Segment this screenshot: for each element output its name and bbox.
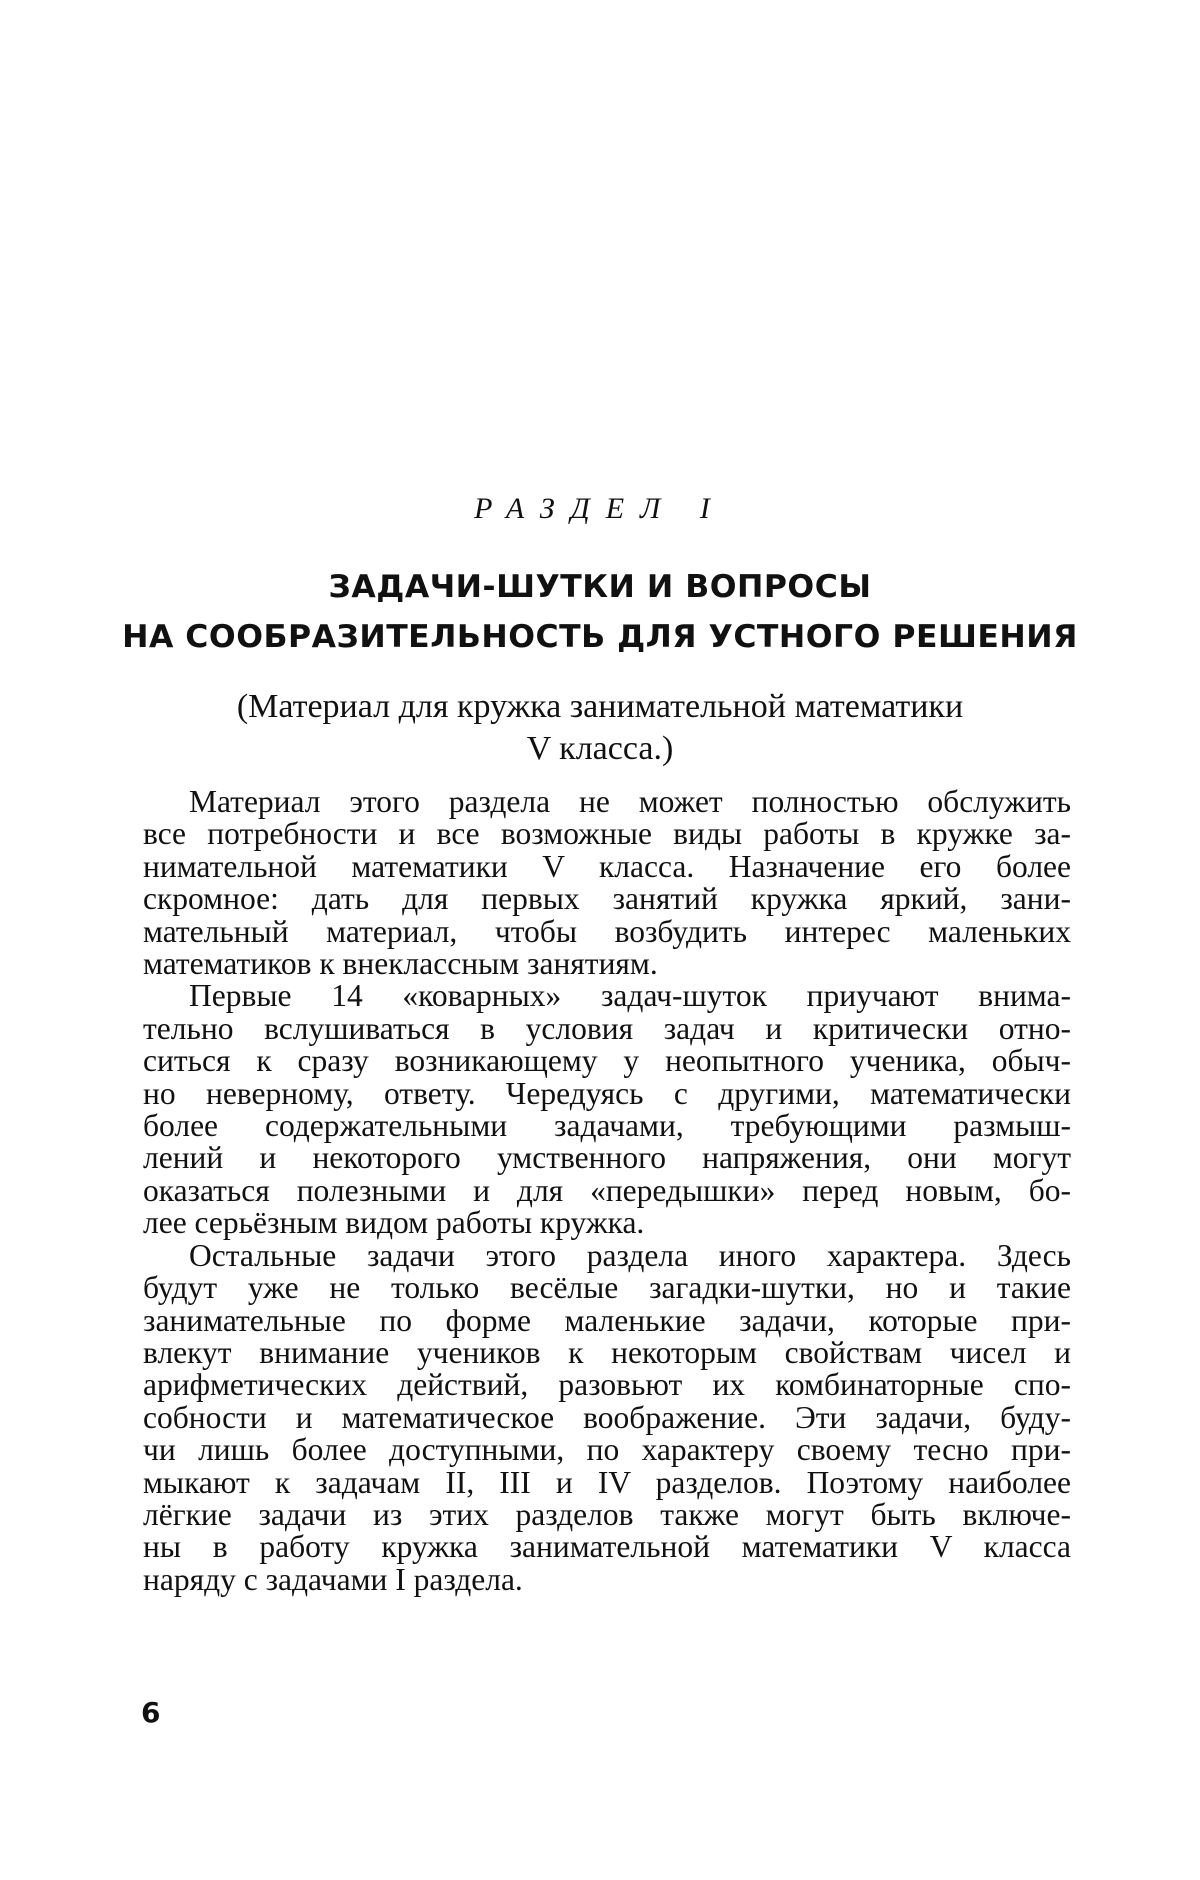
section-title-line: ЗАДАЧИ-ШУТКИ И ВОПРОСЫ <box>100 562 1100 612</box>
text-line: мательный материал, чтобы возбудить интерес маленьких <box>143 916 1071 948</box>
text-line: лений и некоторого умственного напряжения, они могут <box>143 1142 1071 1174</box>
text-line: Остальные задачи этого раздела иного характера. Здесь <box>143 1240 1071 1272</box>
book-page <box>0 0 1200 1880</box>
text-line: оказаться полезными и для «передышки» перед новым, бо- <box>143 1175 1071 1207</box>
text-line: Материал этого раздела не может полностью обслужить <box>143 786 1071 818</box>
text-line: собности и математическое воображение. Эти задачи, буду- <box>143 1402 1071 1434</box>
text-line: влекут внимание учеников к некоторым свойствам чисел и <box>143 1337 1071 1369</box>
text-line: более содержательными задачами, требующими размыш- <box>143 1110 1071 1142</box>
section-subtitle <box>100 686 1100 770</box>
text-line: математиков к внеклассным занятиям. <box>143 948 1071 980</box>
text-line: наряду с задачами I раздела. <box>143 1564 1071 1596</box>
section-title <box>100 562 1100 662</box>
text-line: ны в работу кружка занимательной математики V класса <box>143 1531 1071 1563</box>
section-subtitle-line: V класса.) <box>100 728 1100 770</box>
text-line: арифметических действий, разовьют их комбинаторные спо- <box>143 1369 1071 1401</box>
text-line: ситься к сразу возникающему у неопытного ученика, обыч- <box>143 1045 1071 1077</box>
text-line: мыкают к задачам II, III и IV разделов. Поэтому наиболее <box>143 1467 1071 1499</box>
page-number: 6 <box>141 1696 160 1729</box>
paragraph <box>143 1240 1071 1596</box>
text-line: тельно вслушиваться в условия задач и критически отно- <box>143 1013 1071 1045</box>
text-line: лёгкие задачи из этих разделов также могут быть включе- <box>143 1499 1071 1531</box>
paragraph <box>143 980 1071 1239</box>
text-line: лее серьёзным видом работы кружка. <box>143 1207 1071 1239</box>
section-subtitle-line: (Материал для кружка занимательной математики <box>100 686 1100 728</box>
text-line: нимательной математики V класса. Назначение его более <box>143 851 1071 883</box>
text-line: будут уже не только весёлые загадки-шутки, но и такие <box>143 1272 1071 1304</box>
text-line: скромное: дать для первых занятий кружка яркий, зани- <box>143 883 1071 915</box>
body-text <box>143 786 1071 1596</box>
text-line: занимательные по форме маленькие задачи, которые при- <box>143 1305 1071 1337</box>
text-line: чи лишь более доступными, по характеру своему тесно при- <box>143 1434 1071 1466</box>
section-title-line: НА СООБРАЗИТЕЛЬНОСТЬ ДЛЯ УСТНОГО РЕШЕНИЯ <box>100 612 1100 662</box>
paragraph <box>143 786 1071 980</box>
section-label: РАЗДЕЛ I <box>0 492 1200 526</box>
text-line: все потребности и все возможные виды работы в кружке за- <box>143 818 1071 850</box>
text-line: но неверному, ответу. Чередуясь с другими, математически <box>143 1078 1071 1110</box>
text-line: Первые 14 «коварных» задач-шуток приучают внима- <box>143 980 1071 1012</box>
